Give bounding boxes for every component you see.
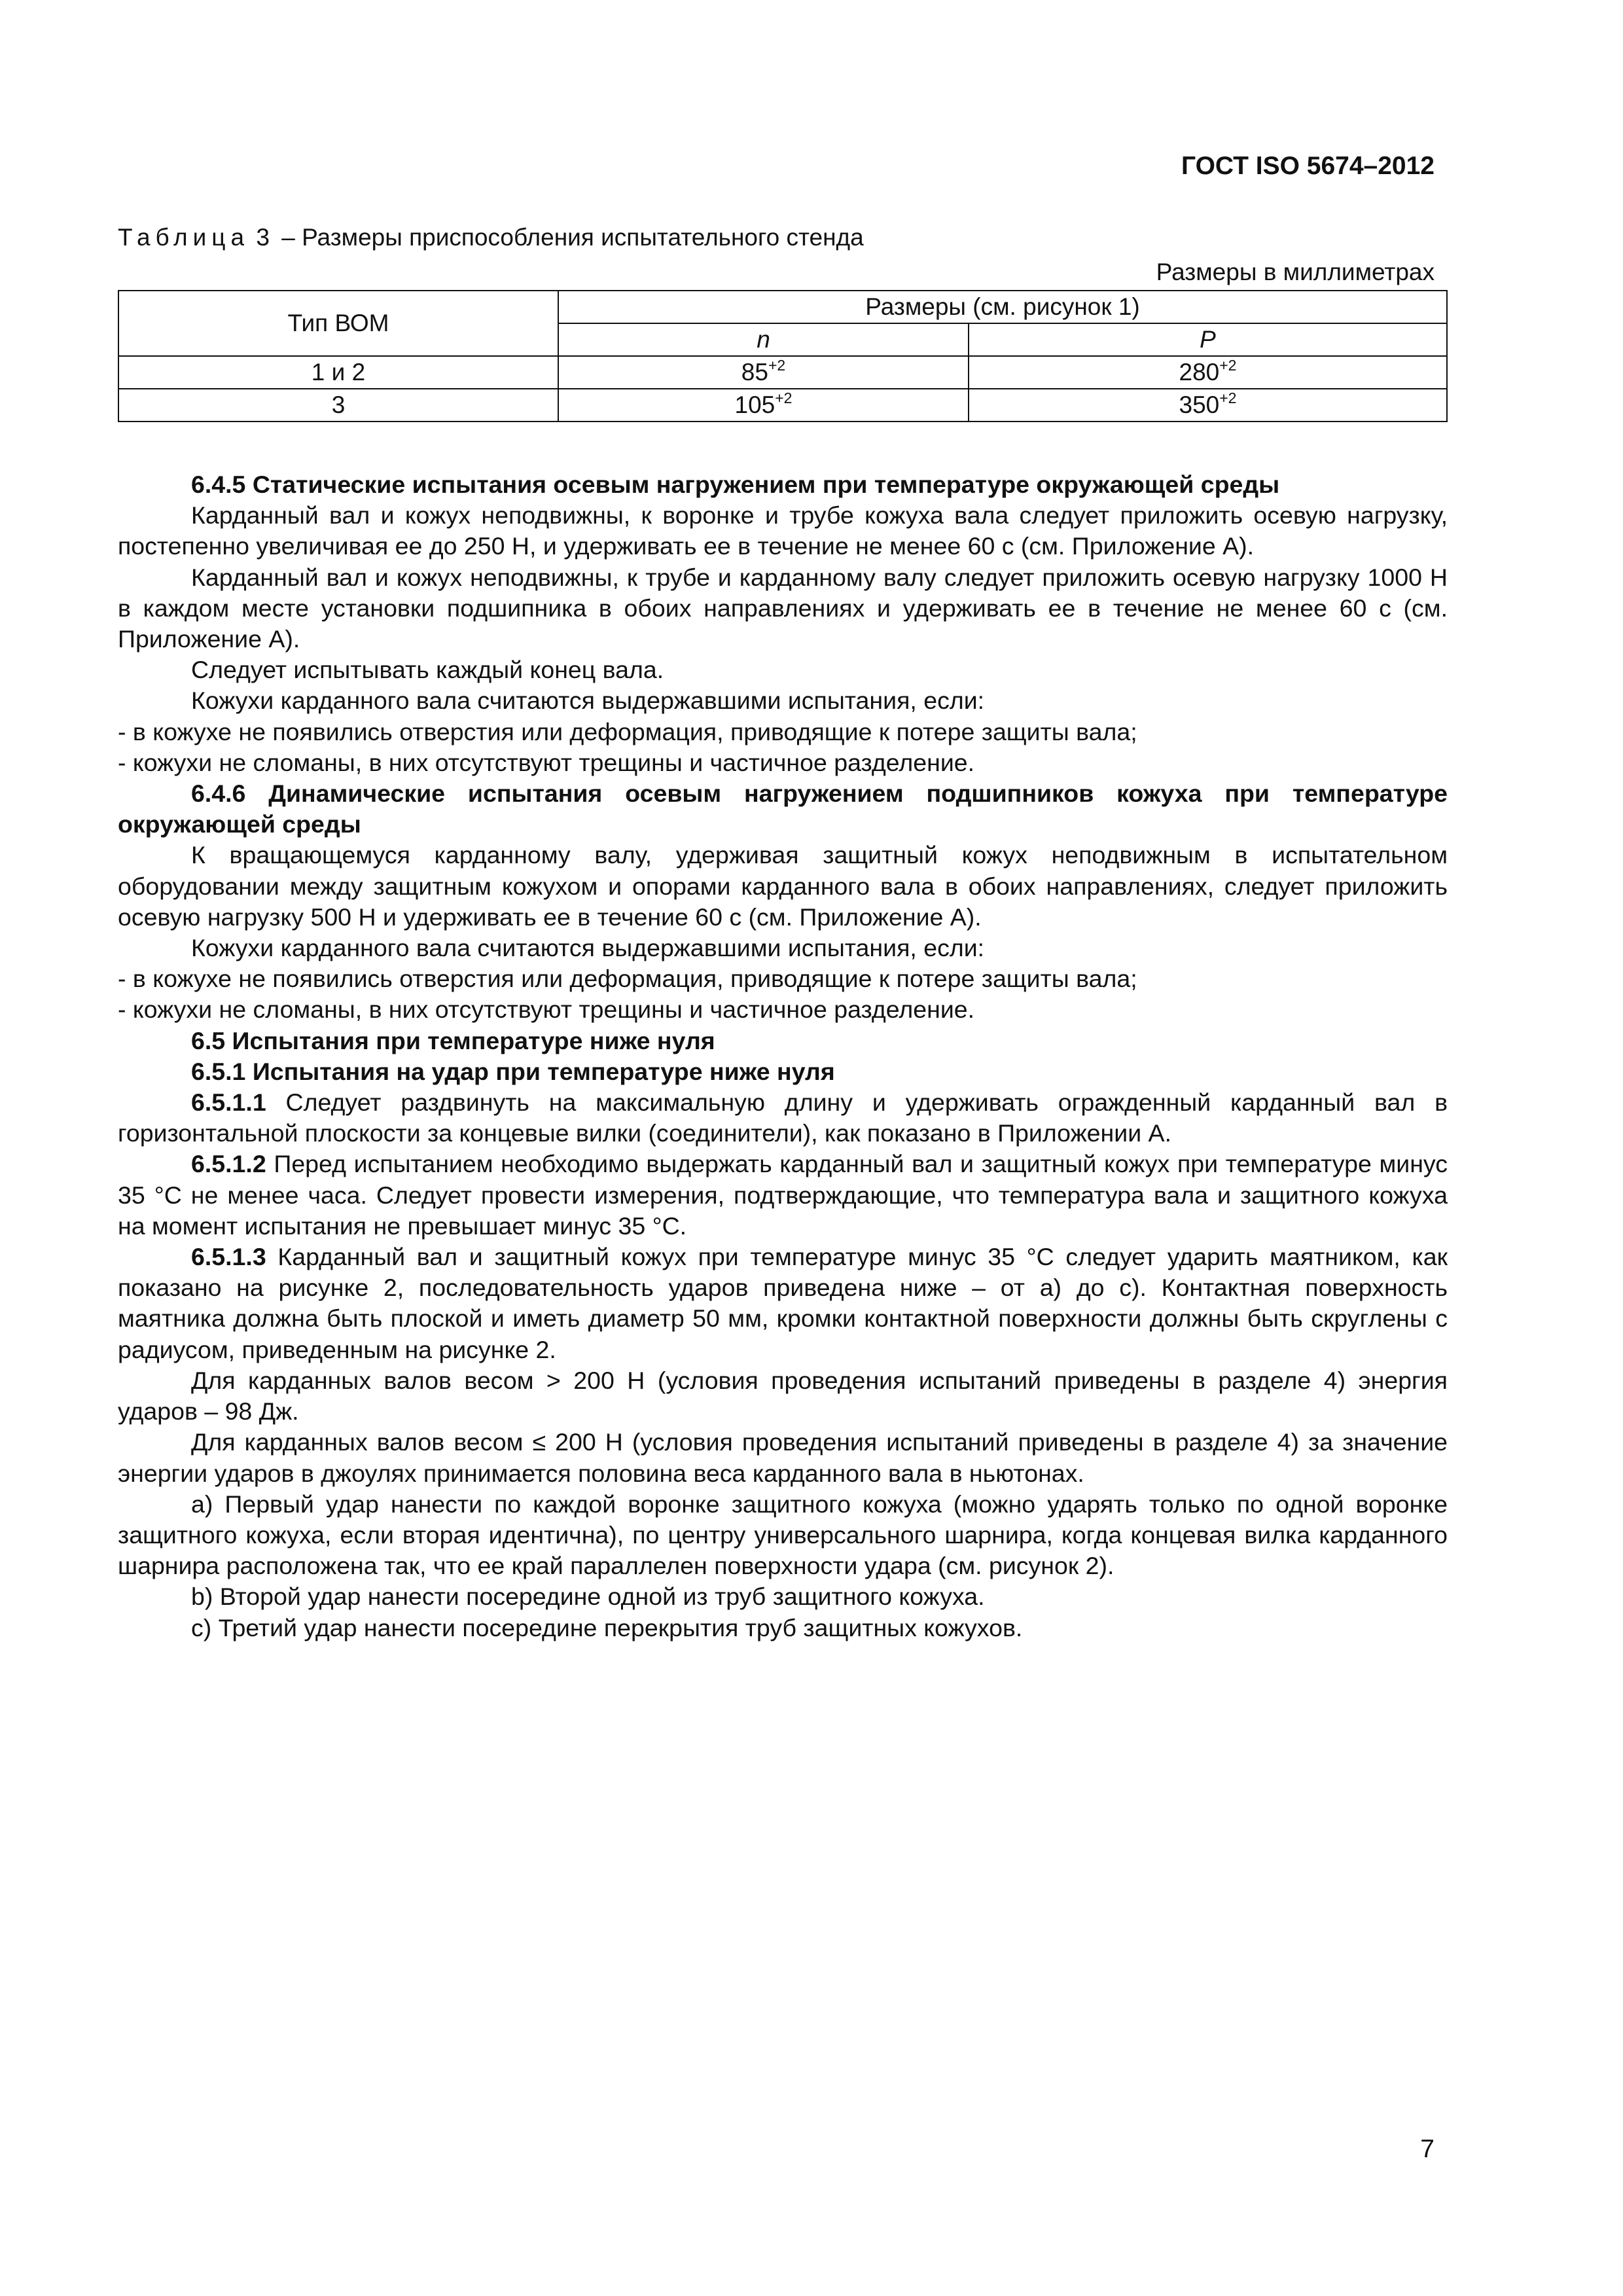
paragraph: Карданный вал и кожух неподвижны, к трубе и карданному валу следует приложить осевую нагрузку 1000 Н в каждом месте установки подшипника в обоих направлениях и удерживать ее в течение не менее 60 с (см. Приложение А). — [118, 563, 1448, 653]
table-row — [118, 389, 1447, 422]
cell-type: 1 и 2 — [118, 356, 558, 389]
list-item-c: c) Третий удар нанести посередине перекрытия труб защитных кожухов. — [191, 1613, 1023, 1641]
body-text — [118, 469, 1448, 1643]
cell-n — [558, 389, 969, 422]
clause-text: Карданный вал и защитный кожух при температуре минус 35 °С следует ударить маятником, как показано на рисунке 2, последовательность ударов приведена ниже – от а) до с). Контактная поверхность маятника должна быть плоской и иметь диаметр 50 мм, кромки контактной поверхности должны быть скруглены с радиусом, приведенным на рисунке 2. — [118, 1243, 1448, 1363]
cell-type: 3 — [118, 389, 558, 422]
cell-p-tolerance: +2 — [1219, 357, 1237, 374]
cell-n-tolerance: +2 — [775, 389, 793, 406]
cell-p-tolerance: +2 — [1219, 389, 1237, 406]
clause-number: 6.5.1.2 — [191, 1150, 266, 1178]
table-row — [118, 356, 1447, 389]
list-item: - в кожухе не появились отверстия или деформация, приводящие к потере защиты вала; — [118, 965, 1137, 993]
list-item-a: а) Первый удар нанести по каждой воронке защитного кожуха (можно ударять только по одной воронке защитного кожуха, если вторая идентична), по центру универсального шарнира, когда концевая вилка карданного шарнира расположена так, что ее край параллелен поверхности удара (см. рисунок 2). — [118, 1490, 1448, 1580]
dimensions-table — [118, 290, 1448, 422]
table-caption-number: 3 — [256, 224, 275, 251]
clause-text: Перед испытанием необходимо выдержать карданный вал и защитный кожух при температуре минус 35 °С не менее часа. Следует провести измерения, подтверждающие, что температура вала и защитного кожуха на момент испытания не превышает минус 35 °С. — [118, 1150, 1448, 1240]
paragraph: К вращающемуся карданному валу, удерживая защитный кожух неподвижным в испытательном оборудовании между защитным кожухом и опорами карданного вала в обоих направлениях, следует приложить осевую нагрузку 500 Н и удерживать ее в течение 60 с (см. Приложение А). — [118, 841, 1448, 931]
clause-6-5-1-1 — [118, 1087, 1448, 1149]
section-heading-6-4-6: 6.4.6 Динамические испытания осевым нагружением подшипников кожуха при температуре окружающей среды — [118, 780, 1448, 838]
header-cell-type: Тип ВОМ — [118, 291, 558, 356]
table-caption-text: – Размеры приспособления испытательного стенда — [281, 224, 864, 251]
clause-6-5-1-2 — [118, 1149, 1448, 1242]
clause-number: 6.5.1.3 — [191, 1243, 266, 1271]
header-cell-n: n — [558, 323, 969, 356]
page-number: 7 — [1420, 2135, 1435, 2163]
list-item: - кожухи не сломаны, в них отсутствуют трещины и частичное разделение. — [118, 996, 975, 1024]
cell-n-value: 85 — [741, 359, 768, 386]
table-caption-word: Таблица — [118, 224, 250, 251]
header-cell-p: P — [969, 323, 1447, 356]
paragraph: Для карданных валов весом > 200 Н (условия проведения испытаний приведены в разделе 4) энергия ударов – 98 Дж. — [118, 1366, 1448, 1426]
paragraph: Следует испытывать каждый конец вала. — [191, 656, 664, 684]
paragraph: Для карданных валов весом ≤ 200 Н (условия проведения испытаний приведены в разделе 4) за значение энергии ударов в джоулях принимается половина веса карданного вала в ньютонах. — [118, 1428, 1448, 1487]
units-note: Размеры в миллиметрах — [1156, 259, 1435, 285]
cell-p-value: 280 — [1179, 359, 1220, 386]
paragraph: Кожухи карданного вала считаются выдержавшими испытания, если: — [191, 934, 985, 962]
cell-n-value: 105 — [734, 391, 776, 418]
cell-n — [558, 356, 969, 389]
section-heading-6-5-1: 6.5.1 Испытания на удар при температуре ниже нуля — [191, 1057, 835, 1085]
table-caption — [118, 224, 864, 251]
clause-text: Следует раздвинуть на максимальную длину и удерживать огражденный карданный вал в горизонтальной плоскости за концевые вилки (соединители), как показано в Приложении А. — [118, 1088, 1448, 1147]
table-header-row — [118, 291, 1447, 323]
cell-p — [969, 389, 1447, 422]
cell-p — [969, 356, 1447, 389]
document-number: ГОСТ ISO 5674–2012 — [1181, 152, 1435, 180]
list-item: - в кожухе не появились отверстия или деформация, приводящие к потере защиты вала; — [118, 717, 1137, 745]
list-item-b: b) Второй удар нанести посередине одной из труб защитного кожуха. — [191, 1583, 985, 1611]
list-item: - кожухи не сломаны, в них отсутствуют трещины и частичное разделение. — [118, 748, 975, 776]
clause-6-5-1-3 — [118, 1242, 1448, 1365]
paragraph: Карданный вал и кожух неподвижны, к воронке и трубе кожуха вала следует приложить осевую нагрузку, постепенно увеличивая ее до 250 Н, и удерживать ее в течение не менее 60 с (см. Приложение А). — [118, 501, 1448, 560]
section-heading-6-4-5: 6.4.5 Статические испытания осевым нагружением при температуре окружающей среды — [191, 471, 1280, 498]
cell-p-value: 350 — [1179, 391, 1220, 418]
paragraph: Кожухи карданного вала считаются выдержавшими испытания, если: — [191, 687, 985, 715]
cell-n-tolerance: +2 — [768, 357, 786, 374]
section-heading-6-5: 6.5 Испытания при температуре ниже нуля — [191, 1026, 715, 1054]
clause-number: 6.5.1.1 — [191, 1088, 266, 1117]
header-cell-dimensions: Размеры (см. рисунок 1) — [558, 291, 1447, 323]
